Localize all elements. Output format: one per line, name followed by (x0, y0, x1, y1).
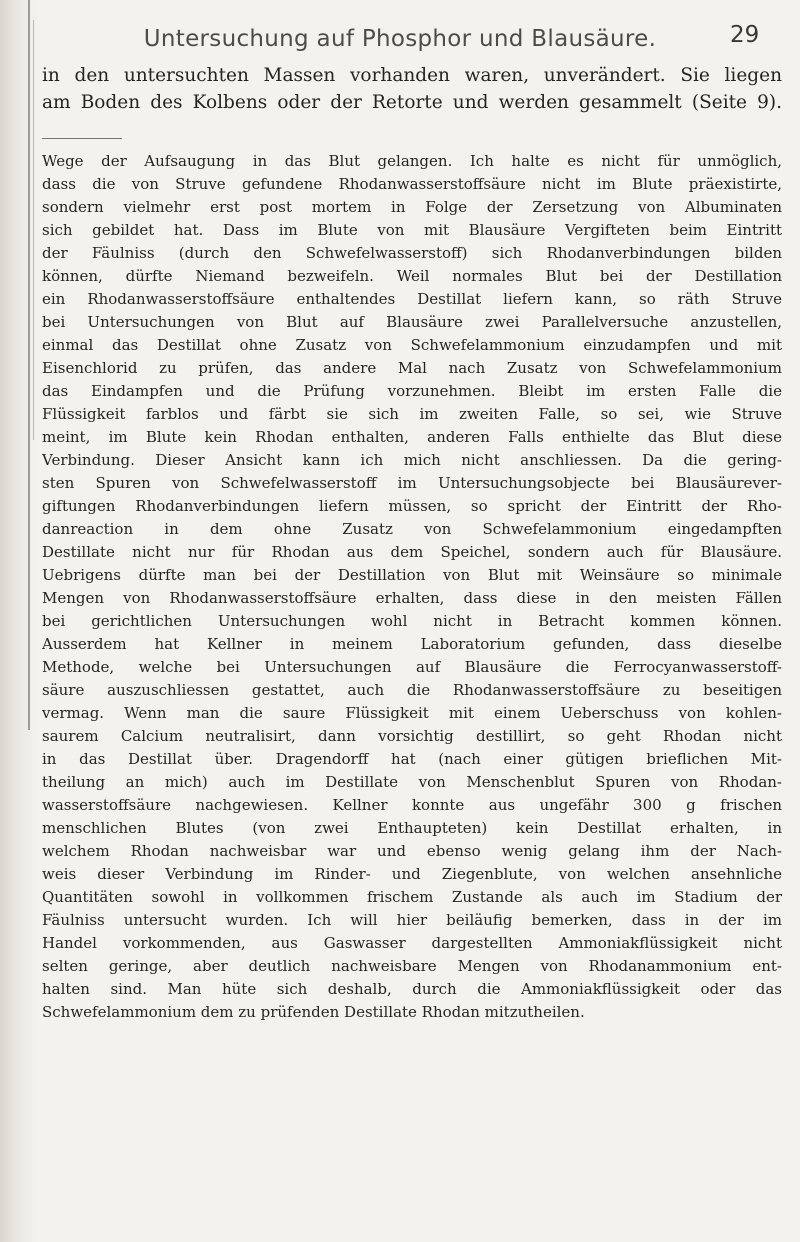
page-number: 29 (730, 22, 760, 48)
footnote-line: wasserstoffsäure nachgewiesen. Kellner konnte aus ungefähr 300 g frischen (42, 796, 782, 814)
footnote-line: welchem Rhodan nachweisbar war und ebenso wenig gelang ihm der Nach- (42, 842, 782, 860)
footnote-line: bei gerichtlichen Untersuchungen wohl nicht in Betracht kommen können. (42, 612, 782, 630)
gutter-edge-line-faint (33, 20, 34, 440)
footnote-line: Verbindung. Dieser Ansicht kann ich mich nicht anschliessen. Da die gering- (42, 451, 782, 469)
footnote-separator-rule (42, 138, 122, 139)
gutter-edge-line (28, 0, 30, 730)
footnote-line: einmal das Destillat ohne Zusatz von Schwefelammonium einzudampfen und mit (42, 336, 782, 354)
footnote-line: menschlichen Blutes (von zwei Enthaupteten) kein Destillat erhalten, in (42, 819, 782, 837)
footnote-line: selten geringe, aber deutlich nachweisbare Mengen von Rhodanammonium ent- (42, 957, 782, 975)
footnote-line: der Fäulniss (durch den Schwefelwasserstoff) sich Rhodanverbindungen bilden (42, 244, 782, 262)
main-text-line: am Boden des Kolbens oder der Retorte und werden gesammelt (Seite 9). (42, 92, 782, 113)
footnote-line: Eisenchlorid zu prüfen, das andere Mal nach Zusatz von Schwefelammonium (42, 359, 782, 377)
footnote-line: theilung an mich) auch im Destillate von Menschenblut Spuren von Rhodan- (42, 773, 782, 791)
footnote-line: Fäulniss untersucht wurden. Ich will hier beiläufig bemerken, dass in der im (42, 911, 782, 929)
footnote-line: bei Untersuchungen von Blut auf Blausäure zwei Parallelversuche anzustellen, (42, 313, 782, 331)
footnote-line: Mengen von Rhodanwasserstoffsäure erhalten, dass diese in den meisten Fällen (42, 589, 782, 607)
footnote-line: ein Rhodanwasserstoffsäure enthaltendes Destillat liefern kann, so räth Struve (42, 290, 782, 308)
footnote-line: Ausserdem hat Kellner in meinem Laboratorium gefunden, dass dieselbe (42, 635, 782, 653)
footnote-line: sich gebildet hat. Dass im Blute von mit Blausäure Vergifteten beim Eintritt (42, 221, 782, 239)
main-text-block (42, 62, 782, 116)
footnote-line: sten Spuren von Schwefelwasserstoff im Untersuchungsobjecte bei Blausäurever- (42, 474, 782, 492)
footnote-block (42, 150, 782, 1024)
footnote-line: Quantitäten sowohl in vollkommen frischem Zustande als auch im Stadium der (42, 888, 782, 906)
footnote-line: können, dürfte Niemand bezweifeln. Weil normales Blut bei der Destillation (42, 267, 782, 285)
footnote-line: saurem Calcium neutralisirt, dann vorsichtig destillirt, so geht Rhodan nicht (42, 727, 782, 745)
footnote-line: dass die von Struve gefundene Rhodanwasserstoffsäure nicht im Blute präexistirte, (42, 175, 782, 193)
footnote-line: weis dieser Verbindung im Rinder- und Ziegenblute, von welchen ansehnliche (42, 865, 782, 883)
footnote-line: Wege der Aufsaugung in das Blut gelangen. Ich halte es nicht für unmöglich, (42, 152, 782, 170)
footnote-line: Methode, welche bei Untersuchungen auf Blausäure die Ferrocyanwasserstoff- (42, 658, 782, 676)
footnote-line: Flüssigkeit farblos und färbt sie sich im zweiten Falle, so sei, wie Struve (42, 405, 782, 423)
footnote-line: Schwefelammonium dem zu prüfenden Destillate Rhodan mitzutheilen. (42, 1003, 585, 1021)
footnote-line: giftungen Rhodanverbindungen liefern müssen, so spricht der Eintritt der Rho- (42, 497, 782, 515)
footnote-line: halten sind. Man hüte sich deshalb, durch die Ammoniakflüssigkeit oder das (42, 980, 782, 998)
footnote-line: vermag. Wenn man die saure Flüssigkeit mit einem Ueberschuss von kohlen- (42, 704, 782, 722)
running-title: Untersuchung auf Phosphor und Blausäure. (143, 26, 657, 52)
footnote-line: meint, im Blute kein Rhodan enthalten, anderen Falls enthielte das Blut diese (42, 428, 782, 446)
footnote-line: Destillate nicht nur für Rhodan aus dem Speichel, sondern auch für Blausäure. (42, 543, 782, 561)
footnote-line: sondern vielmehr erst post mortem in Folge der Zersetzung von Albuminaten (42, 198, 782, 216)
main-text-line: in den untersuchten Massen vorhanden waren, unverändert. Sie liegen (42, 65, 782, 86)
footnote-line: Uebrigens dürfte man bei der Destillation von Blut mit Weinsäure so minimale (42, 566, 782, 584)
footnote-line: Handel vorkommenden, aus Gaswasser dargestellten Ammoniakflüssigkeit nicht (42, 934, 782, 952)
footnote-line: säure auszuschliessen gestattet, auch die Rhodanwasserstoffsäure zu beseitigen (42, 681, 782, 699)
footnote-line: das Eindampfen und die Prüfung vorzunehmen. Bleibt im ersten Falle die (42, 382, 782, 400)
footnote-line: danreaction in dem ohne Zusatz von Schwefelammonium eingedampften (42, 520, 782, 538)
footnote-line: in das Destillat über. Dragendorff hat (nach einer gütigen brieflichen Mit- (42, 750, 782, 768)
